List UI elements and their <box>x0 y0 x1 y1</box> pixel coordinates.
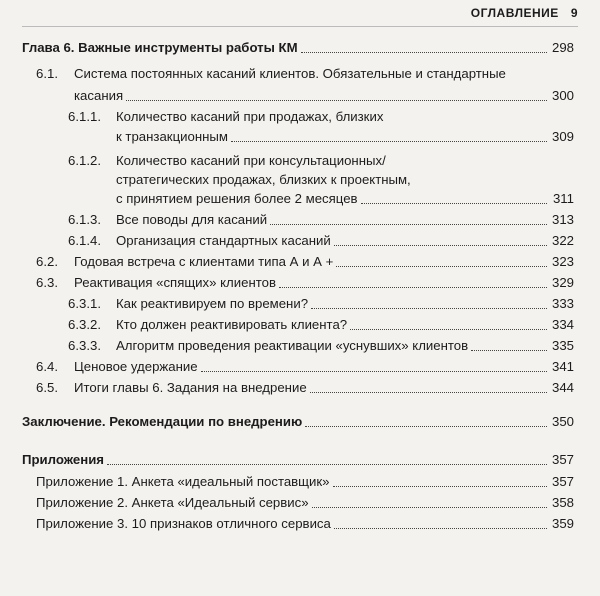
toc-section-number: 6.4. <box>36 359 58 374</box>
toc-entry-6-1-3[interactable] <box>116 210 574 229</box>
toc-section-number: 6.1.1. <box>68 109 101 124</box>
toc-entry-title: с принятием решения более 2 месяцев <box>116 191 358 206</box>
toc-section-number: 6.3. <box>36 275 58 290</box>
toc-entry-title: Приложение 3. 10 признаков отличного сервиса <box>36 516 331 531</box>
dot-leader <box>350 329 547 330</box>
toc-page-number: 357 <box>551 474 574 489</box>
toc-page-number: 359 <box>551 516 574 531</box>
toc-page-number: 300 <box>551 88 574 103</box>
toc-entry-title: Годовая встреча с клиентами типа А и А + <box>74 254 334 269</box>
toc-section-number: 6.3.2. <box>68 317 101 332</box>
toc-entry-6-1-2[interactable] <box>116 189 574 208</box>
toc-entry-6-1-2-line1[interactable]: Количество касаний при консультационных/ <box>116 153 386 168</box>
toc-entry-6-1-2-line2[interactable]: стратегических продажах, близких к проектным, <box>116 172 411 187</box>
toc-entry-title: Организация стандартных касаний <box>116 233 331 248</box>
toc-entry-6-1[interactable] <box>74 86 574 105</box>
toc-entry-appendix-3[interactable] <box>36 514 574 533</box>
toc-page-number: 313 <box>551 212 574 227</box>
toc-entry-6-1-1[interactable] <box>116 127 574 146</box>
toc-page-number: 335 <box>551 338 574 353</box>
toc-entry-6-5[interactable] <box>74 378 574 397</box>
toc-entry-6-4[interactable] <box>74 357 574 376</box>
toc-entry-chapter-6[interactable] <box>22 38 574 57</box>
toc-entry-title: Алгоритм проведения реактивации «уснувших» клиентов <box>116 338 469 353</box>
dot-leader <box>279 287 547 288</box>
toc-page-number: 322 <box>551 233 574 248</box>
dot-leader <box>201 371 547 372</box>
toc-section-number: 6.5. <box>36 380 58 395</box>
dot-leader <box>107 464 547 465</box>
toc-section-number: 6.1. <box>36 66 58 81</box>
toc-entry-6-2[interactable] <box>74 252 574 271</box>
toc-section-number: 6.3.3. <box>68 338 101 353</box>
dot-leader <box>231 141 547 142</box>
toc-page-number: 344 <box>551 380 574 395</box>
toc-entry-6-1-line1[interactable]: Система постоянных касаний клиентов. Обязательные и стандартные <box>74 66 506 81</box>
toc-entry-6-3-3[interactable] <box>116 336 574 355</box>
toc-entry-6-3[interactable] <box>74 273 574 292</box>
dot-leader <box>471 350 547 351</box>
header-section-title: ОГЛАВЛЕНИЕ <box>470 6 559 20</box>
toc-section-number: 6.1.4. <box>68 233 101 248</box>
toc-entry-title: Приложение 2. Анкета «Идеальный сервис» <box>36 495 309 510</box>
toc-page-number: 341 <box>551 359 574 374</box>
toc-entry-title: Как реактивируем по времени? <box>116 296 309 311</box>
dot-leader <box>334 528 547 529</box>
toc-page-number: 323 <box>551 254 574 269</box>
toc-page-number: 334 <box>551 317 574 332</box>
dot-leader <box>310 392 547 393</box>
toc-entry-title: Все поводы для касаний <box>116 212 268 227</box>
toc-entry-appendix-1[interactable] <box>36 472 574 491</box>
toc-page-number: 311 <box>552 191 574 206</box>
header-rule <box>22 26 578 27</box>
toc-entry-appendices[interactable] <box>22 450 574 469</box>
dot-leader <box>334 245 547 246</box>
toc-entry-title: Приложения <box>22 452 105 467</box>
toc-entry-title: Ценовое удержание <box>74 359 198 374</box>
toc-entry-title: Приложение 1. Анкета «идеальный поставщик» <box>36 474 330 489</box>
header-page-number: 9 <box>570 6 578 20</box>
toc-page-number: 357 <box>551 452 574 467</box>
toc-section-number: 6.3.1. <box>68 296 101 311</box>
toc-entry-6-3-1[interactable] <box>116 294 574 313</box>
dot-leader <box>312 507 547 508</box>
toc-entry-conclusion[interactable] <box>22 412 574 431</box>
toc-entry-6-1-1-line1[interactable]: Количество касаний при продажах, близких <box>116 109 384 124</box>
toc-page-number: 329 <box>551 275 574 290</box>
toc-entry-title: Заключение. Рекомендации по внедрению <box>22 414 303 429</box>
toc-entry-appendix-2[interactable] <box>36 493 574 512</box>
toc-page-number: 309 <box>551 129 574 144</box>
toc-section-number: 6.1.2. <box>68 153 101 168</box>
dot-leader <box>311 308 547 309</box>
toc-page-number: 358 <box>551 495 574 510</box>
toc-section-number: 6.1.3. <box>68 212 101 227</box>
toc-entry-title: Реактивация «спящих» клиентов <box>74 275 276 290</box>
dot-leader <box>305 426 547 427</box>
toc-entry-title: к транзакционным <box>116 129 228 144</box>
toc-page-number: 298 <box>551 40 574 55</box>
toc-page-number: 333 <box>551 296 574 311</box>
dot-leader <box>333 486 548 487</box>
running-header <box>471 6 578 20</box>
dot-leader <box>126 100 547 101</box>
toc-page-number: 350 <box>551 414 574 429</box>
toc-section-number: 6.2. <box>36 254 58 269</box>
dot-leader <box>336 266 547 267</box>
dot-leader <box>270 224 547 225</box>
toc-entry-title: касания <box>74 88 124 103</box>
toc-entry-6-1-4[interactable] <box>116 231 574 250</box>
toc-entry-title: Кто должен реактивировать клиента? <box>116 317 348 332</box>
dot-leader <box>301 52 547 53</box>
toc-entry-title: Итоги главы 6. Задания на внедрение <box>74 380 307 395</box>
dot-leader <box>361 203 547 204</box>
toc-entry-6-3-2[interactable] <box>116 315 574 334</box>
toc-entry-title: Глава 6. Важные инструменты работы КМ <box>22 40 298 55</box>
